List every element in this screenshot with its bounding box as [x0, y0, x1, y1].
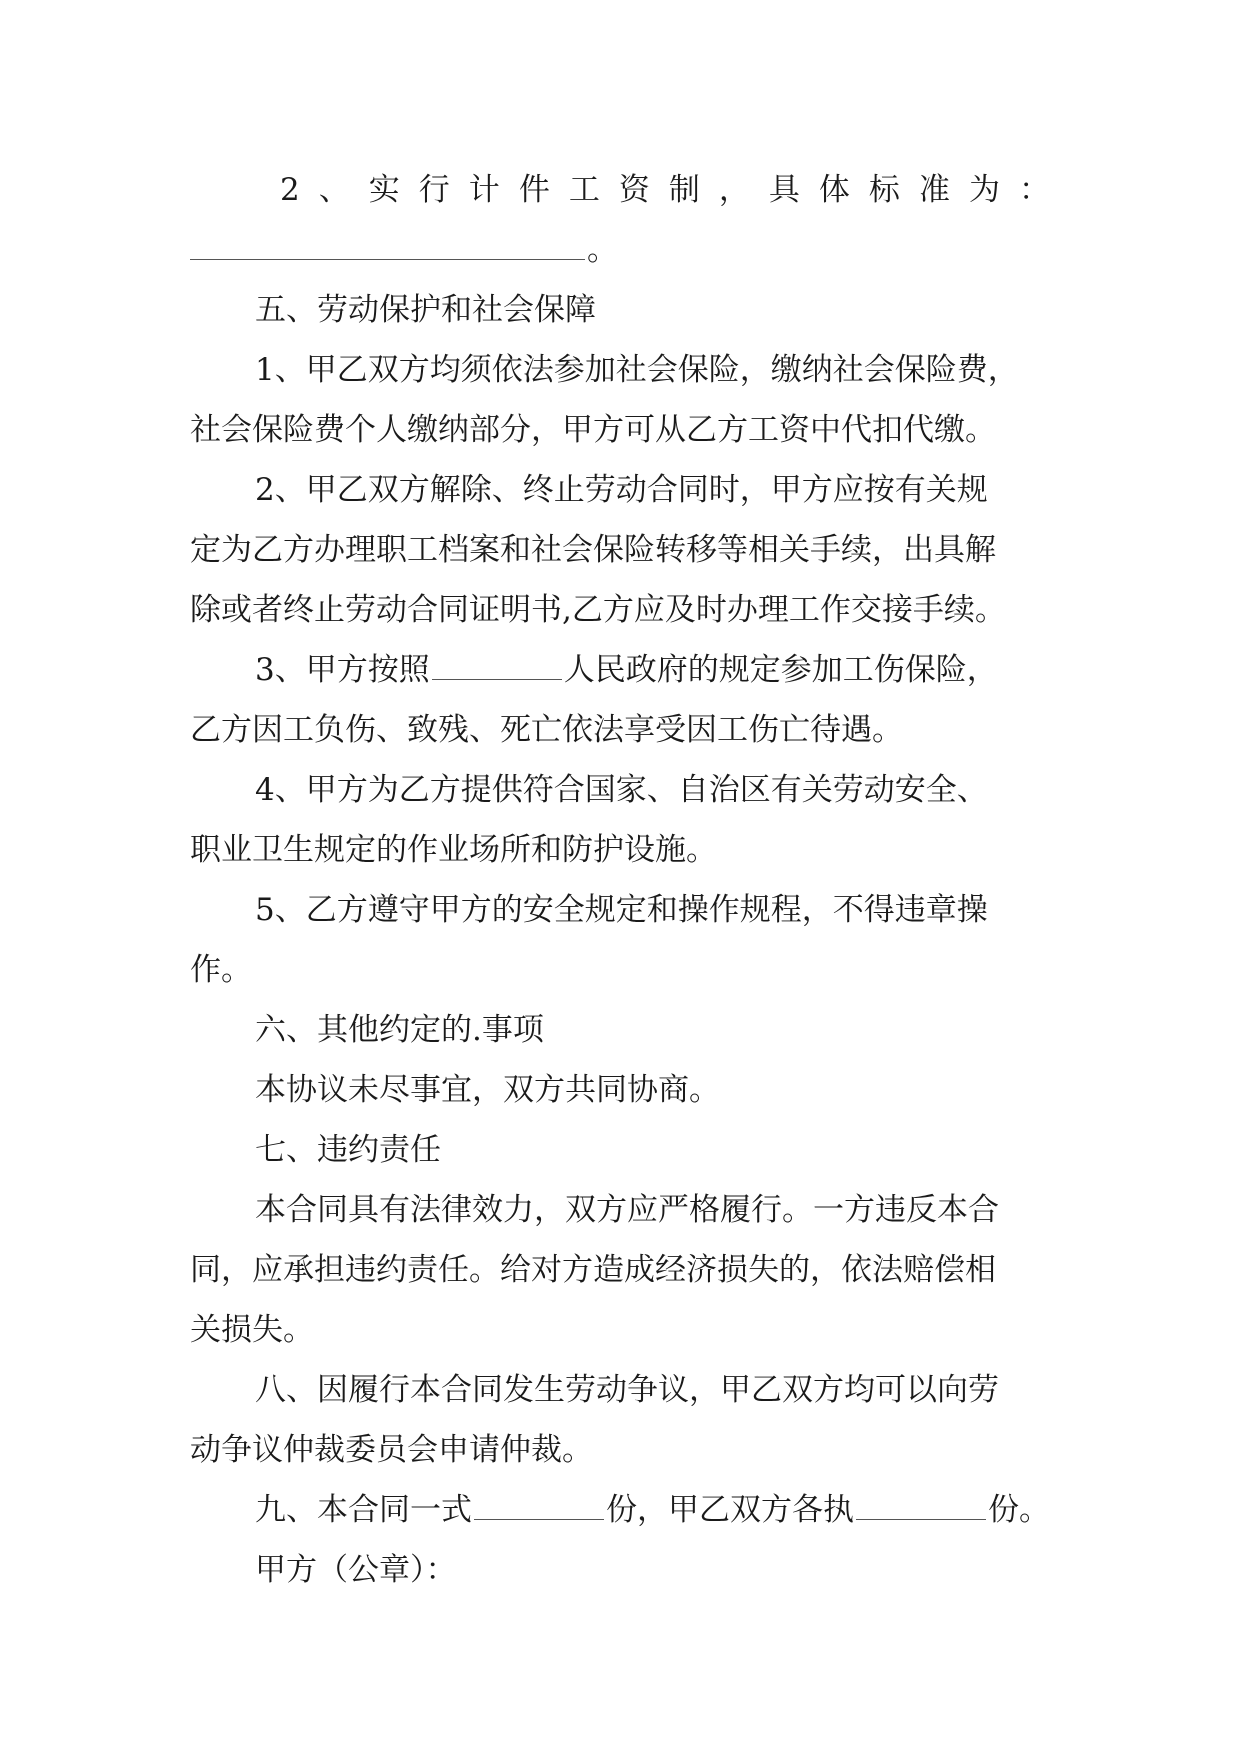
section-9-line	[190, 1480, 1050, 1540]
clause-5-5-line2: 作。	[190, 952, 252, 988]
char: ，	[718, 172, 750, 208]
section-9-part-b: 份，甲乙双方各执	[606, 1492, 854, 1528]
char: 具	[768, 172, 800, 208]
char: 2	[280, 172, 300, 208]
char: 、	[318, 172, 350, 208]
clause-5-3-line2: 乙方因工负伤、致残、死亡依法享受因工伤亡待遇。	[190, 712, 903, 748]
char: 工	[568, 172, 600, 208]
clause-5-4-line1: 4、甲方为乙方提供符合国家、自治区有关劳动安全、	[255, 772, 988, 808]
clause-5-2-line2: 定为乙方办理职工档案和社会保险转移等相关手续，出具解	[190, 532, 996, 568]
clause-5-3-part-a: 3、甲方按照	[255, 652, 430, 688]
section-8-line1: 八、因履行本合同发生劳动争议，甲乙双方均可以向劳	[255, 1372, 999, 1408]
fill-in-blank[interactable]	[856, 1497, 986, 1520]
char: 标	[868, 172, 900, 208]
char: ：	[1018, 172, 1050, 208]
clause-5-3-line1	[190, 640, 1050, 700]
char: 行	[418, 172, 450, 208]
section-6-title: 六、其他约定的.事项	[255, 1012, 544, 1048]
clause-5-1-line1: 1、甲乙双方均须依法参加社会保险，缴纳社会保险费，	[255, 352, 1019, 388]
clause-5-2-line1: 2、甲乙双方解除、终止劳动合同时，甲方应按有关规	[255, 472, 988, 508]
clause-2-2-line1	[190, 160, 1050, 220]
char: 为	[968, 172, 1000, 208]
char: 实	[368, 172, 400, 208]
clause-5-1-line2: 社会保险费个人缴纳部分，甲方可从乙方工资中代扣代缴。	[190, 412, 996, 448]
section-7-body-line3: 关损失。	[190, 1312, 314, 1348]
section-9-part-a: 九、本合同一式	[255, 1492, 472, 1528]
char: 制	[668, 172, 700, 208]
party-a-seal-label: 甲方（公章）：	[255, 1552, 457, 1588]
section-7-body-line2: 同，应承担违约责任。给对方造成经济损失的，依法赔偿相	[190, 1252, 996, 1288]
clause-5-2-line3: 除或者终止劳动合同证明书,乙方应及时办理工作交接手续。	[190, 592, 1006, 628]
char: 件	[518, 172, 550, 208]
clause-2-2-tail: 。	[587, 232, 618, 268]
char: 计	[468, 172, 500, 208]
char: 准	[918, 172, 950, 208]
clause-2-2-line2	[190, 220, 1050, 280]
fill-in-blank[interactable]	[190, 237, 585, 260]
char: 资	[618, 172, 650, 208]
fill-in-blank[interactable]	[432, 657, 562, 680]
section-7-body-line1: 本合同具有法律效力，双方应严格履行。一方违反本合	[255, 1192, 999, 1228]
section-7-title: 七、违约责任	[255, 1132, 441, 1168]
clause-5-4-line2: 职业卫生规定的作业场所和防护设施。	[190, 832, 717, 868]
section-6-body: 本协议未尽事宜，双方共同协商。	[255, 1072, 720, 1108]
clause-5-3-part-b: 人民政府的规定参加工伤保险，	[563, 652, 998, 688]
section-8-line2: 动争议仲裁委员会申请仲裁。	[190, 1432, 593, 1468]
section-9-part-c: 份。	[988, 1492, 1050, 1528]
section-5-title: 五、劳动保护和社会保障	[255, 292, 596, 328]
clause-5-5-line1: 5、乙方遵守甲方的安全规定和操作规程，不得违章操	[255, 892, 988, 928]
document-page	[190, 160, 1050, 1600]
char: 体	[818, 172, 850, 208]
fill-in-blank[interactable]	[474, 1497, 604, 1520]
